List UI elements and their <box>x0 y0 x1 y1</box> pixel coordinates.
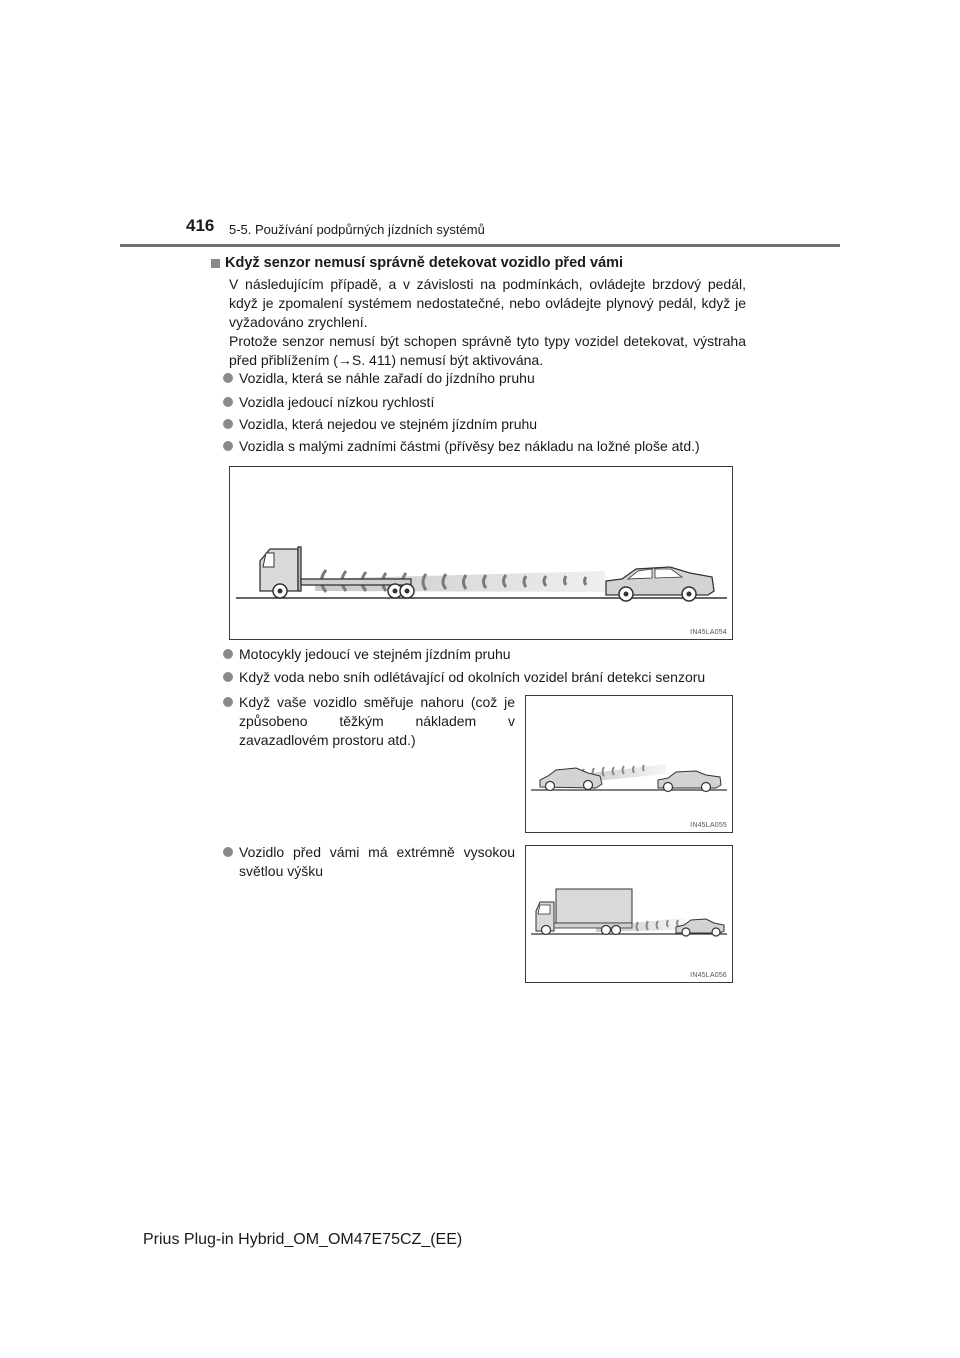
footer-text: Prius Plug-in Hybrid_OM_OM47E75CZ_(EE) <box>143 1231 463 1248</box>
list-item: Když voda nebo sníh odlétávající od okolních vozidel brání detekci senzoru <box>223 668 705 687</box>
section-heading-text: Když senzor nemusí správně detekovat vozidlo před vámi <box>225 255 624 271</box>
figure-car-upward <box>525 695 733 833</box>
header-rule <box>120 244 840 247</box>
square-bullet-icon <box>211 259 220 268</box>
intro-text-1: V následujícím případě, a v závislosti na podmínkách, ovládejte brzdový pedál, když je zpomalení systémem nedostatečné, nebo ovládejte plynový pedál, když je vyžadováno zrychlení. <box>229 276 746 330</box>
list-item: Vozidla s malými zadními částmi (přívěsy bez nákladu na ložné ploše atd.) <box>223 437 700 456</box>
list-item: Když vaše vozidlo směřuje nahoru (což je způsobeno těžkým nákladem v zavazadlovém prostoru atd.) <box>223 693 515 750</box>
list-item: Vozidla, která se náhle zařadí do jízdního pruhu <box>223 369 535 388</box>
list-item: Vozidla jedoucí nízkou rychlostí <box>223 393 434 412</box>
figure-code: IN45LA055 <box>690 822 727 829</box>
figure-high-clearance-truck <box>525 845 733 983</box>
round-bullet-icon <box>223 847 233 857</box>
round-bullet-icon <box>223 672 233 682</box>
figure-trailer-truck <box>229 466 733 640</box>
intro-text-2: Protože senzor nemusí být schopen správně tyto typy vozidel detekovat, výstraha před přiblížením (→S. 411) nemusí být aktivována. <box>229 333 746 368</box>
trailer-truck-illustration <box>230 467 732 639</box>
list-item: Vozidlo před vámi má extrémně vysokou světlou výšku <box>223 843 515 881</box>
chapter-title: 5-5. Používání podpůrných jízdních systémů <box>229 222 485 237</box>
high-clearance-truck-illustration <box>526 846 732 982</box>
round-bullet-icon <box>223 441 233 451</box>
car-upward-illustration <box>526 696 732 832</box>
round-bullet-icon <box>223 697 233 707</box>
section-heading <box>211 255 623 271</box>
round-bullet-icon <box>223 649 233 659</box>
intro-paragraph <box>229 275 746 370</box>
round-bullet-icon <box>223 419 233 429</box>
list-item: Vozidla, která nejedou ve stejném jízdním pruhu <box>223 415 537 434</box>
figure-code: IN45LA054 <box>690 629 727 636</box>
figure-code: IN45LA056 <box>690 972 727 979</box>
round-bullet-icon <box>223 397 233 407</box>
round-bullet-icon <box>223 373 233 383</box>
page-number: 416 <box>186 216 215 235</box>
list-item: Motocykly jedoucí ve stejném jízdním pruhu <box>223 645 511 664</box>
